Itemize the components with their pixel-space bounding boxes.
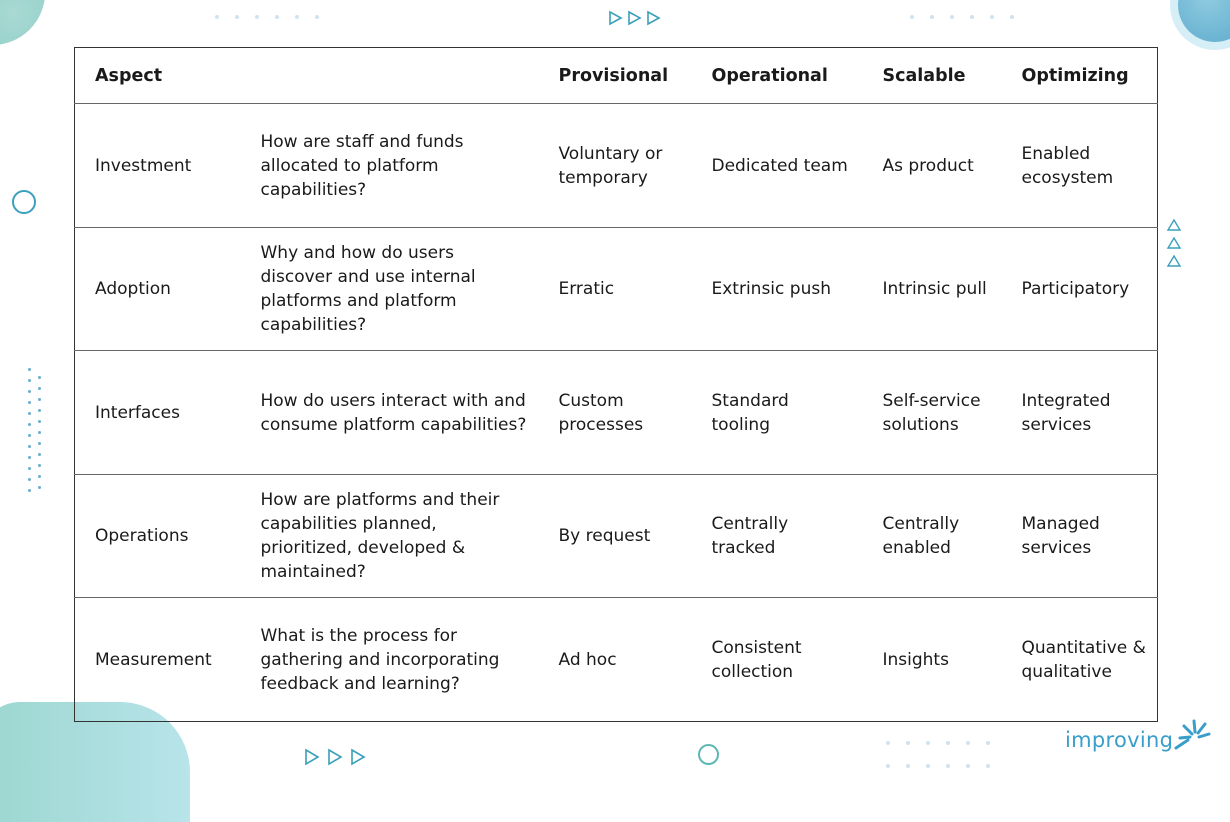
dot-pattern-top-left: [215, 15, 319, 19]
dot-pattern-bottom-2: [886, 764, 990, 768]
header-scalable: Scalable: [882, 65, 966, 86]
dot-pattern-left-2: [38, 376, 41, 489]
cell-aspect: Investment: [95, 155, 192, 176]
triangle-up-icons-right: [1165, 218, 1183, 272]
table-row-investment: [75, 104, 1158, 228]
dot-pattern-top-right: [910, 15, 1014, 19]
cell-aspect: Operations: [95, 526, 189, 547]
cell-scalable: Self-service solutions: [882, 390, 981, 435]
cell-question: How are staff and funds allocated to platform capabilities?: [260, 131, 464, 200]
cell-operational: Extrinsic push: [711, 279, 831, 300]
improving-logo: [1065, 728, 1173, 752]
cell-aspect: Adoption: [95, 279, 171, 300]
dot-pattern-bottom-1: [886, 741, 990, 745]
table-row-operations: [75, 474, 1158, 598]
header-aspect: Aspect: [95, 65, 163, 86]
cell-scalable: As product: [882, 155, 974, 176]
ring-icon-bottom: [698, 744, 719, 765]
cell-operational: Consistent collection: [711, 637, 802, 682]
ring-icon-left: [12, 190, 36, 214]
dot-pattern-left: [28, 368, 31, 492]
cell-optimizing: Quantitative & qualitative: [1021, 637, 1146, 682]
header-optimizing: Optimizing: [1021, 65, 1129, 86]
header-provisional: Provisional: [558, 65, 669, 86]
corner-blob-top-left: [0, 0, 45, 45]
logo-text: improving: [1065, 728, 1174, 752]
cell-operational: Centrally tracked: [711, 514, 789, 559]
cell-optimizing: Integrated services: [1021, 390, 1111, 435]
cell-provisional: Ad hoc: [558, 649, 617, 670]
cell-provisional: Erratic: [558, 279, 615, 300]
triangle-right-icons-top: [608, 10, 664, 26]
table-row-adoption: [75, 227, 1158, 351]
cell-aspect: Interfaces: [95, 402, 180, 423]
cell-scalable: Intrinsic pull: [882, 279, 987, 300]
spark-burst-icon: [1172, 718, 1212, 752]
platform-maturity-table: [74, 47, 1158, 722]
cell-scalable: Insights: [882, 649, 949, 670]
triangle-right-icons-bottom: [304, 748, 370, 766]
cell-question: How are platforms and their capabilities planned, prioritized, developed & maintained?: [260, 490, 500, 583]
cell-provisional: Custom processes: [558, 390, 644, 435]
cell-optimizing: Participatory: [1021, 279, 1130, 300]
table-row-interfaces: [75, 351, 1158, 475]
table-row-measurement: [75, 598, 1158, 722]
header-operational: Operational: [711, 65, 828, 86]
cell-provisional: By request: [558, 526, 651, 547]
cell-scalable: Centrally enabled: [882, 514, 960, 559]
header-question: [241, 48, 539, 104]
cell-operational: Dedicated team: [711, 155, 848, 176]
cell-optimizing: Enabled ecosystem: [1021, 143, 1114, 188]
cell-optimizing: Managed services: [1021, 514, 1100, 559]
cell-question: Why and how do users discover and use internal platforms and platform capabilities?: [260, 243, 476, 336]
cell-operational: Standard tooling: [711, 390, 789, 435]
cell-provisional: Voluntary or temporary: [558, 143, 663, 188]
cell-aspect: Measurement: [95, 649, 212, 670]
cell-question: How do users interact with and consume platform capabilities?: [260, 390, 527, 435]
cell-question: What is the process for gathering and incorporating feedback and learning?: [260, 625, 500, 694]
table-header-row: [75, 48, 1158, 104]
